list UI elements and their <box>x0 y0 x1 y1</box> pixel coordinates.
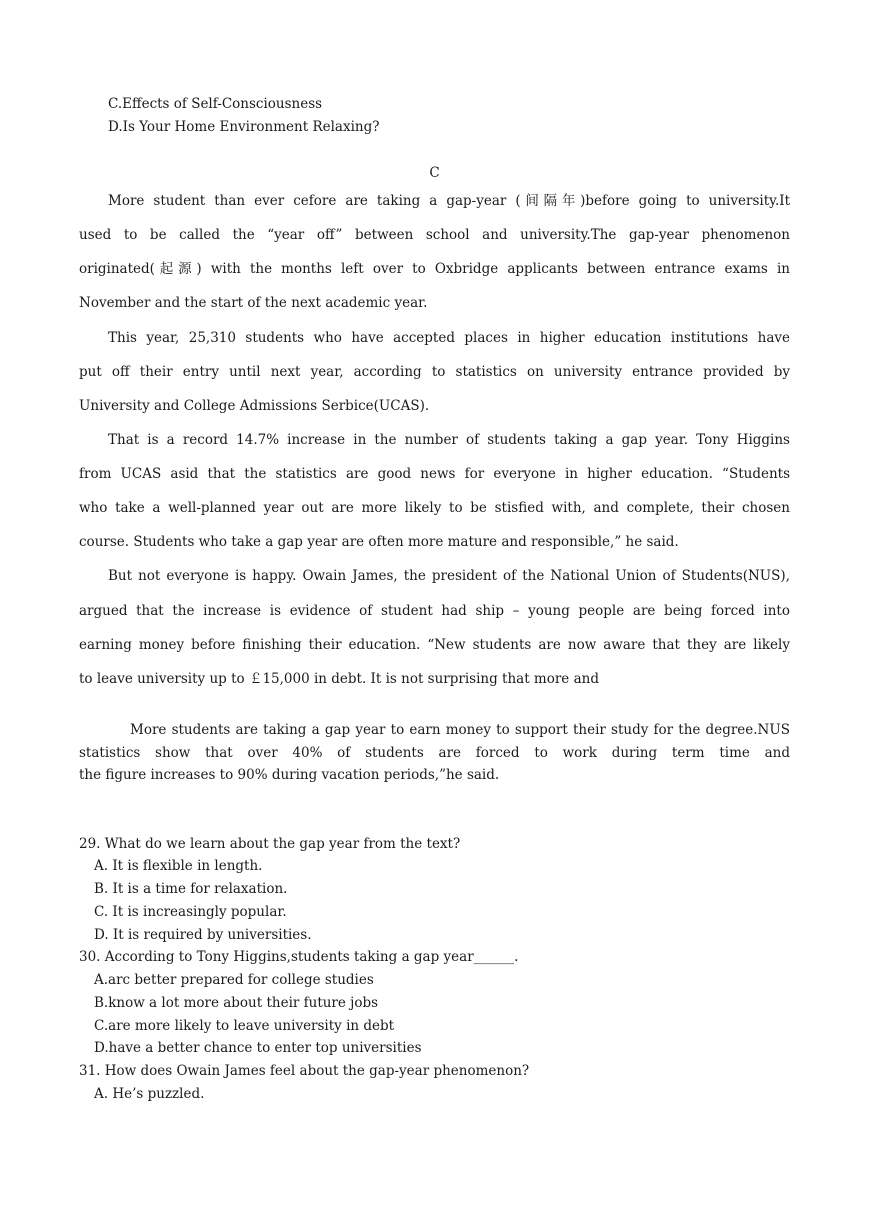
passage-line: November and the start of the next academic year. <box>79 295 428 311</box>
question-29-option-a: A. It is flexible in length. <box>94 858 263 874</box>
question-29-option-b: B. It is a time for relaxation. <box>94 881 288 897</box>
passage-line: statistics show that over 40% of students are forced to work during term time and <box>79 745 790 761</box>
passage-line: But not everyone is happy. Owain James, the president of the National Union of Students(NUS), <box>108 568 790 584</box>
passage-line: More students are taking a gap year to earn money to support their study for the degree.NUS <box>130 722 790 738</box>
question-29-option-d: D. It is required by universities. <box>94 927 312 943</box>
passage-line: earning money before finishing their education. “New students are now aware that they are likely <box>79 637 790 653</box>
passage-line: put off their entry until next year, according to statistics on university entrance provided by <box>79 364 790 380</box>
passage-line: to leave university up to ￡15,000 in debt. It is not surprising that more and <box>79 671 599 687</box>
passage-line: University and College Admissions Serbice(UCAS). <box>79 398 430 414</box>
passage-line: the figure increases to 90% during vacation periods,”he said. <box>79 767 500 783</box>
question-31-stem: 31. How does Owain James feel about the gap-year phenomenon? <box>79 1063 530 1079</box>
section-label: C <box>429 165 440 181</box>
passage-line: This year, 25,310 students who have accepted places in higher education institutions have <box>108 330 790 346</box>
passage-line: course. Students who take a gap year are often more mature and responsible,” he said. <box>79 534 679 550</box>
passage-line: argued that the increase is evidence of student had ship – young people are being forced into <box>79 603 790 619</box>
question-29-option-c: C. It is increasingly popular. <box>94 904 287 920</box>
question-30-option-c: C.are more likely to leave university in debt <box>94 1018 395 1034</box>
passage-line: from UCAS asid that the statistics are good news for everyone in higher education. “Students <box>79 466 790 482</box>
question-30-stem: 30. According to Tony Higgins,students taking a gap year______. <box>79 949 519 965</box>
question-30-option-d: D.have a better chance to enter top universities <box>94 1040 422 1056</box>
question-30-option-b: B.know a lot more about their future jobs <box>94 995 379 1011</box>
passage-line: More student than ever cefore are taking a gap-year (间隔年)before going to university.It <box>108 193 790 209</box>
question-30-option-a: A.arc better prepared for college studies <box>94 972 374 988</box>
passage-line: That is a record 14.7% increase in the number of students taking a gap year. Tony Higgins <box>108 432 790 448</box>
passage-line: used to be called the “year off” between school and university.The gap-year phenomenon <box>79 227 790 243</box>
question-31-option-a: A. He’s puzzled. <box>94 1086 205 1102</box>
passage-line: originated(起源) with the months left over to Oxbridge applicants between entrance exams in <box>79 261 790 277</box>
prev-option-d: D.Is Your Home Environment Relaxing? <box>108 119 380 135</box>
question-29-stem: 29. What do we learn about the gap year from the text? <box>79 836 461 852</box>
passage-line: who take a well-planned year out are more likely to be stisfied with, and complete, their chosen <box>79 500 790 516</box>
prev-option-c: C.Effects of Self-Consciousness <box>108 96 323 112</box>
